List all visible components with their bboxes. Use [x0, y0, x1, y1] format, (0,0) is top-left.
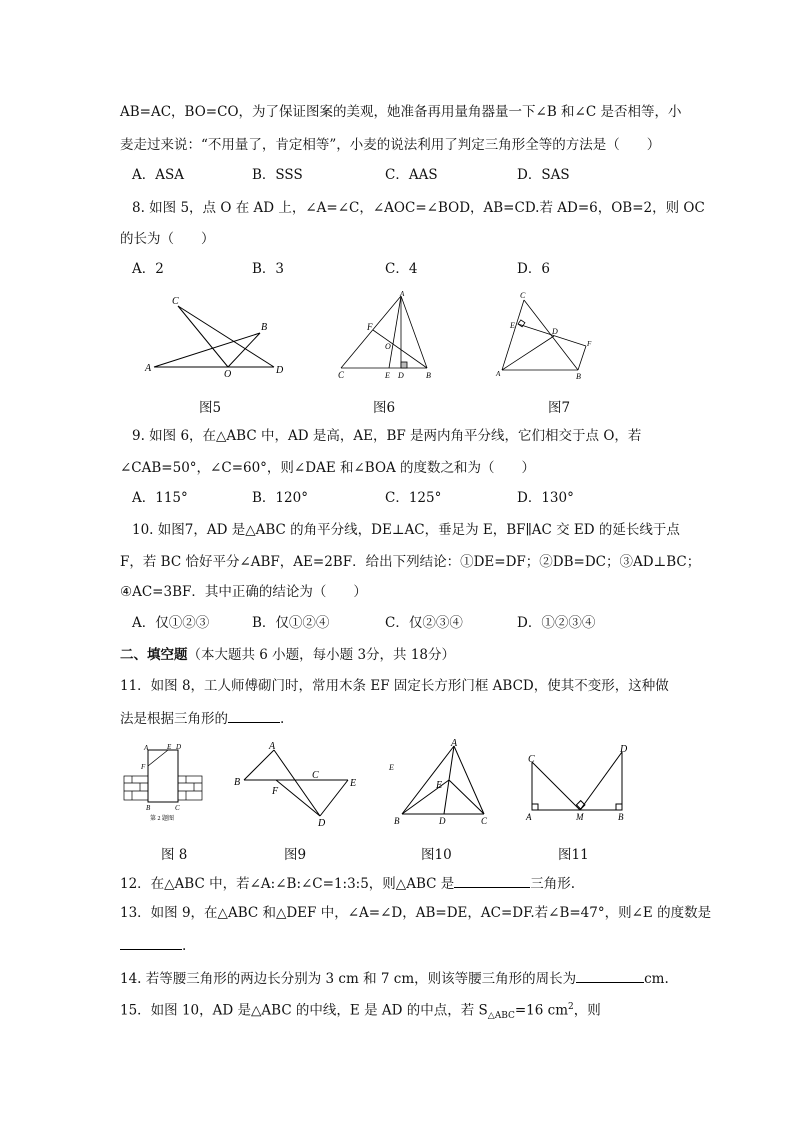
fig5-label-o: O [224, 369, 232, 380]
section-2-title: 二、填空题 [120, 647, 188, 663]
fig6-label-e: E [385, 371, 390, 380]
caption-fig11: 图11 [558, 847, 589, 863]
q8-option-c: C．4 [385, 261, 418, 277]
caption-fig7: 图7 [548, 400, 571, 416]
q9-option-a: A．115° [132, 490, 188, 506]
q13-line1: 13．如图 9，在△ABC 和△DEF 中，∠A=∠D，AB=DE，AC=DF.若∠B=47°，则∠E 的度数是 [120, 905, 712, 921]
fig9-label-e: E [350, 778, 357, 789]
q7-option-a: A．ASA [132, 167, 184, 183]
fig11-label-m: M [576, 812, 584, 822]
q8-option-b: B．3 [252, 261, 285, 277]
fig10-label-a: A [451, 738, 458, 749]
q7-line1: AB=AC，BO=CO，为了保证图案的美观，她准备再用量角器量一下∠B 和∠C 是否相等，小 [120, 104, 682, 120]
q15-text-c: ，则 [573, 1002, 601, 1019]
q9-option-d: D．130° [517, 490, 574, 506]
q14 [120, 968, 669, 988]
fig10-stray-label: E [389, 763, 394, 772]
q15-text-b: =16 cm [514, 1002, 569, 1019]
section-2-note: （本大题共 6 小题，每小题 3分，共 18分） [187, 647, 456, 663]
fig9-label-b: B [234, 777, 241, 788]
section-2-heading [120, 646, 455, 664]
q14-answer-blank[interactable] [576, 968, 644, 983]
fig6-label-o: O [385, 342, 391, 351]
q8-line1: 8. 如图 5，点 O 在 AD 上，∠A=∠C，∠AOC=∠BOD，AB=CD.若 AD=6，OB=2，则 OC [132, 200, 705, 216]
fig5-label-b: B [261, 322, 268, 333]
q9-option-c: C．125° [385, 490, 442, 506]
q8-line2: 的长为（ ） [120, 231, 215, 247]
q10-line2: F，若 BC 恰好平分∠ABF，AE=2BF．给出下列结论：①DE=DF；②DB=DC；③AD⊥BC； [120, 554, 701, 570]
fig9-label-d: D [318, 818, 326, 828]
q8-option-d: D．6 [517, 261, 550, 277]
fig10-label-e: E [436, 780, 443, 791]
q15-superscript: 2 [568, 1002, 574, 1012]
fig9-label-a: A [269, 741, 276, 752]
fig7-label-a: A [496, 370, 501, 378]
fig8-label-b: B [146, 804, 151, 812]
fig6-label-c: C [338, 370, 345, 380]
fig9-label-f: F [272, 786, 279, 797]
q7-option-c: C．AAS [385, 167, 438, 183]
q11-answer-blank[interactable] [228, 708, 280, 723]
fig7-label-b: B [576, 372, 581, 381]
q9-line2: ∠CAB=50°，∠C=60°，则∠DAE 和∠BOA 的度数之和为（ ） [120, 460, 536, 476]
q13-answer-blank[interactable] [120, 935, 182, 950]
fig6-label-b: B [426, 371, 431, 380]
fig7-label-d: D [552, 327, 558, 336]
q12-text-b: 三角形. [530, 876, 576, 892]
q10-option-b: B．仅①②④ [252, 615, 330, 631]
fig8-label-d: D [176, 743, 182, 751]
fig7-label-c: C [520, 291, 526, 300]
fig10-label-b: B [394, 816, 400, 826]
q15-text-a: 15．如图 10，AD 是△ABC 的中线，E 是 AD 的中点，若 S [120, 1002, 488, 1019]
fig11-label-a: A [526, 812, 532, 822]
fig8-inner-caption: 第 2 题图 [150, 816, 175, 822]
fig8-label-c: C [175, 804, 180, 812]
fig10-label-d: D [439, 816, 446, 826]
fig6-label-f: F [367, 322, 373, 332]
fig8-label-a: A [144, 744, 149, 752]
fig10-label-c: C [481, 816, 488, 826]
q11-line1: 11．如图 8，工人师傅砌门时，常用木条 EF 固定长方形门框 ABCD，使其不变形，这种做 [120, 678, 669, 694]
q10-option-a: A．仅①②③ [132, 615, 210, 631]
figure-7 [492, 288, 602, 382]
q12-text-a: 12．在△ABC 中，若∠A:∠B:∠C=1:3:5，则△ABC 是 [120, 876, 455, 892]
fig5-label-d: D [276, 365, 284, 376]
fig7-label-f: F [587, 340, 592, 348]
q14-text-b: cm. [644, 971, 669, 987]
q11-line2-text: 法是根据三角形的 [120, 711, 228, 727]
q12-answer-blank[interactable] [454, 873, 530, 888]
fig5-label-a: A [145, 363, 152, 374]
fig9-label-c: C [312, 770, 319, 781]
caption-fig8: 图 8 [161, 847, 188, 863]
caption-fig9: 图9 [284, 847, 307, 863]
q7-option-b: B．SSS [252, 167, 303, 183]
q10-option-d: D．①②③④ [517, 615, 596, 631]
q15 [120, 998, 601, 1025]
fig8-label-f: F [141, 763, 146, 771]
fig11-label-b: B [618, 812, 624, 822]
q12 [120, 873, 575, 893]
q13-line2: . [120, 935, 186, 955]
fig11-label-d: D [620, 744, 628, 755]
q15-subscript: △ABC [487, 1011, 515, 1022]
figure-9 [228, 740, 368, 828]
caption-fig6: 图6 [373, 400, 396, 416]
q9-line1: 9. 如图 6，在△ABC 中，AD 是高，AE，BF 是两内角平分线，它们相交于点 O，若 [132, 428, 642, 444]
figure-8 [118, 742, 208, 824]
q7-line2: 麦走过来说：“不用量了，肯定相等”，小麦的说法利用了判定三角形全等的方法是（ ） [120, 137, 661, 153]
caption-fig10: 图10 [421, 847, 452, 863]
fig6-label-d: D [398, 371, 404, 380]
q10-line1: 10. 如图7，AD 是△ABC 的角平分线，DE⊥AC，垂足为 E，BF∥AC 交 ED 的延长线于点 [132, 522, 680, 538]
caption-fig5: 图5 [199, 400, 222, 416]
fig6-label-a: A [400, 290, 405, 298]
figure-6 [335, 290, 445, 382]
q8-option-a: A．2 [132, 261, 164, 277]
q7-option-d: D．SAS [517, 167, 570, 183]
fig5-label-c: C [172, 296, 179, 307]
q14-text-a: 14. 若等腰三角形的两边长分别为 3 cm 和 7 cm，则该等腰三角形的周长为 [120, 971, 577, 987]
q10-option-c: C．仅②③④ [385, 615, 463, 631]
figure-10 [388, 738, 498, 830]
figure-11 [518, 740, 638, 828]
fig11-label-c: C [528, 754, 535, 765]
fig7-label-e: E [510, 321, 515, 330]
figure-5 [140, 292, 300, 382]
fig8-label-e: E [167, 743, 172, 751]
q11-line2: 法是根据三角形的 . [120, 708, 284, 728]
q10-line3: ④AC=3BF．其中正确的结论为（ ） [120, 584, 367, 600]
q9-option-b: B．120° [252, 490, 308, 506]
